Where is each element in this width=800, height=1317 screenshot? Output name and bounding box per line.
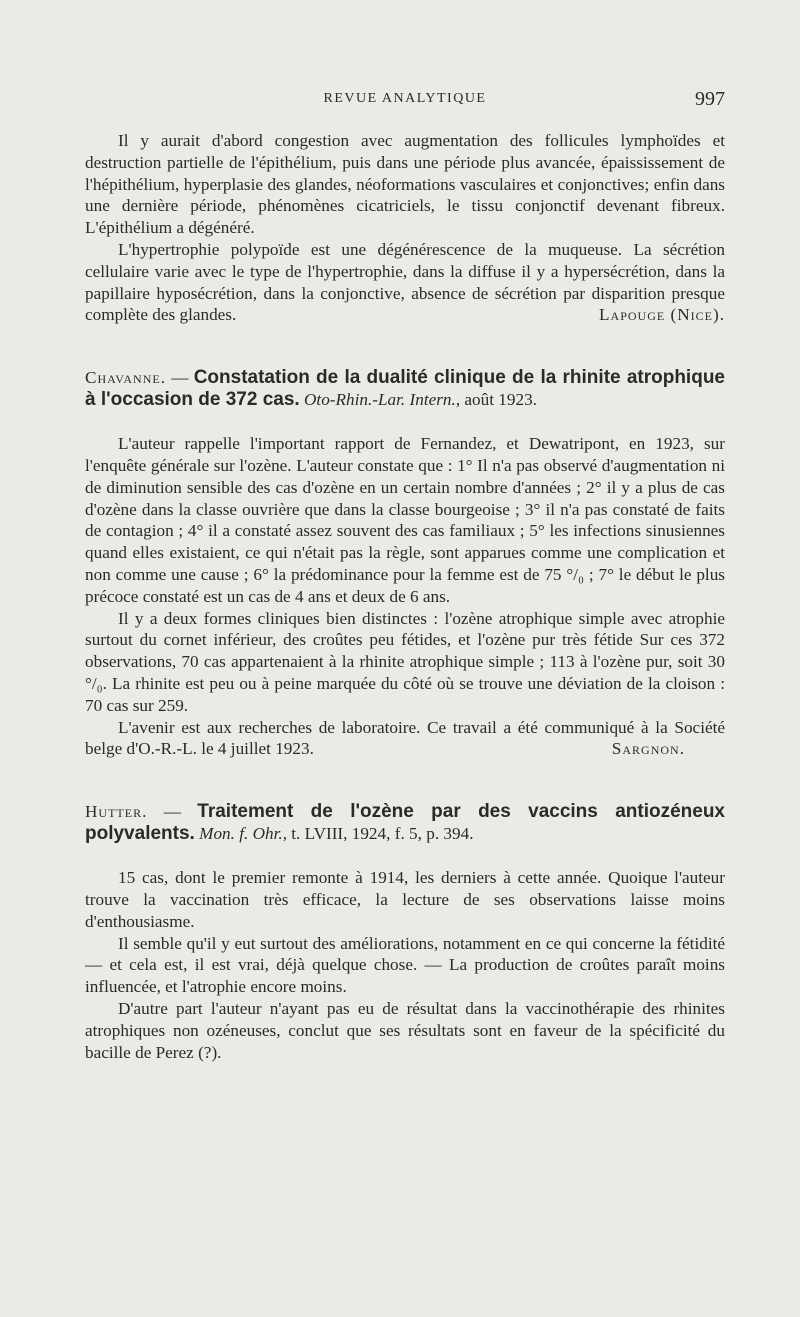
article-heading [85,801,725,845]
journal-name: Mon. f. Ohr. [199,824,283,844]
article-heading [85,367,725,411]
heading-dash: — [147,802,198,822]
heading-dash: — [166,368,194,388]
paragraph: Il y aurait d'abord congestion avec augmentation des follicules lymphoïdes et destruction partielle de l'épithélium, puis dans une période plus avancée, épaississement de l'hépithélium, hyperplasie des glandes, néoformations vasculaires et conjonctives; enfin dans une dernière période, phénomènes cicatriciels, le tissu conjonctif devenant fibreux. L'épithélium a dégénéré. [85,131,725,238]
review-1-continued [85,130,725,326]
article-author: Hutter. [85,802,148,822]
article-title: Traitement de l'ozène par des vaccins antiozéneux polyvalents. [85,801,725,845]
reviewer-signature: Lapouge (Nice). [599,305,725,325]
page-number: 997 [695,88,725,110]
paragraph: D'autre part l'auteur n'ayant pas eu de résultat dans la vaccinothérapie des rhinites atrophiques non ozéneuses, conclut que ses résultats sont en faveur de la spécificité du bacille de Perez (?). [85,998,725,1062]
citation-details: , août 1923. [455,390,537,410]
page-header [85,88,725,112]
paragraph-text: L'avenir est aux recherches de laboratoire. Ce travail a été communiqué à la Société belge d'O.-R.-L. le 4 juillet 1923. [85,717,725,759]
paragraph: 15 cas, dont le premier remonte à 1914, les derniers à cette année. Quoique l'auteur trouve la vaccination très efficace, la lecture de ses observations laisse moins d'enthousiasme. [85,868,725,931]
review-2 [85,367,725,760]
article-title: Constatation de la dualité clinique de la rhinite atrophique à l'occasion de 372 cas. [85,367,725,411]
paragraph: Il y a deux formes cliniques bien distinctes : l'ozène atrophique simple avec atrophie surtout du cornet inférieur, des croûtes peu fétides, et l'ozène pur très fétide Sur ces 372 observations, 70 cas appartenaient à la rhinite atrophique simple ; 113 à l'ozène pur, soit 30 °/₀. La rhinite est peu ou à peine marquée du côté où se trouve une déviation de la cloison : 70 cas sur 259. [85,608,725,715]
page-body [85,130,725,1063]
paragraph [85,239,725,326]
journal-name: Oto-Rhin.-Lar. Intern. [304,390,456,410]
article-author: Chavanne. [85,368,166,388]
review-3 [85,801,725,1063]
paragraph: Il semble qu'il y eut surtout des améliorations, notamment en ce qui concerne la fétidité — et cela est, il est vrai, déjà quelque chose. — La production de croûtes paraît moins influencée, et l'atrophie encore moins. [85,933,725,997]
running-head: REVUE ANALYTIQUE [323,91,487,106]
citation-details: , t. LVIII, 1924, f. 5, p. 394. [282,824,474,844]
paragraph [85,717,725,761]
paragraph: L'auteur rappelle l'important rapport de Fernandez, et Dewatripont, en 1923, sur l'enquête générale sur l'ozène. L'auteur constate que : 1° Il n'a pas observé d'augmentation ni de diminution sensible des cas d'ozène en un certain nombre d'années ; 2° il y a plus de cas d'ozène dans la classe ouvrière que dans la classe bourgeoise ; 3° il n'a pas constaté de faits de contagion ; 4° il a constaté assez souvent des cas familiaux ; 5° les infections sinusiennes quand elles existaient, ce qui n'était pas la règle, sont apparues comme une complication et non comme une cause ; 6° la prédominance pour la femme est de 75 °/₀ ; 7° le début le plus précoce constaté est un cas de 4 ans et deux de 6 ans. [85,434,725,606]
paragraph-text: L'hypertrophie polypoïde est une dégénérescence de la muqueuse. La sécrétion cellulaire varie avec le type de l'hypertrophie, dans la diffuse il y a hypersécrétion, dans la papillaire hyposécrétion, dans la conjonctive, absence de sécrétion par disparition presque complète des glandes. [85,239,725,325]
reviewer-signature: Sargnon. [611,739,685,759]
